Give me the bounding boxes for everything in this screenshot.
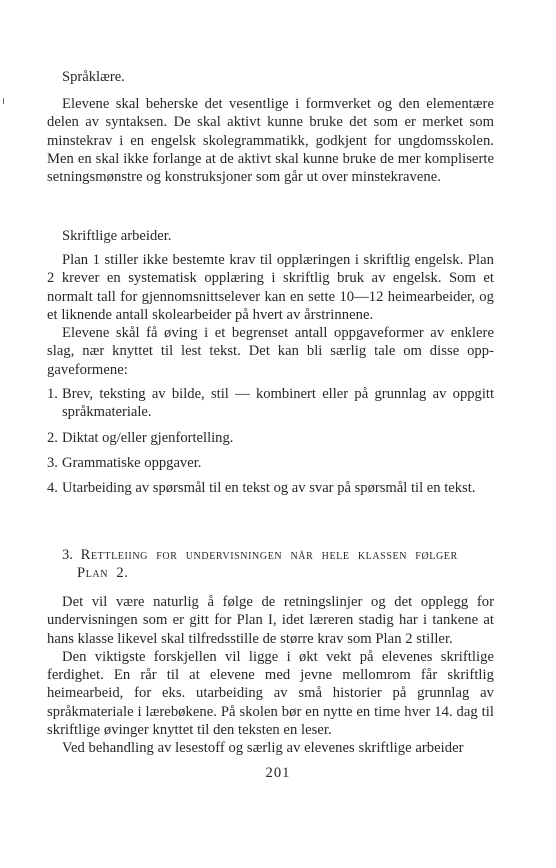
section-heading-spraklaere: Språklære. bbox=[62, 69, 125, 85]
list-number: 4. bbox=[47, 480, 58, 497]
list-text: Utarbeiding av spørsmål til en tekst og av svar på spørsmål til en tekst. bbox=[62, 480, 476, 497]
list-number: 2. bbox=[47, 429, 58, 446]
list-text: Grammatiske oppgaver. bbox=[62, 454, 202, 471]
paragraph: Elevene skal beherske det vesentlige i formverket og den elementære delen av syntaksen. De skal aktivt kunne bruke det som er merket som minstekrav i en engelsk skolegrammatikk, godkjent for ungdomsskolen. Men en skal ikke forlange at de aktivt skal kunne bruke de mer kompliserte setningsmønstre og konstruksjoner som går ut over minstekravene. bbox=[47, 96, 494, 186]
paragraph: Den viktigste forskjellen vil ligge i økt vekt på elevenes skriftlige ferdighet. En rår til at elevene med jevne mellomrom får skriftlig heimearbeid, for eks. utarbeiding av små historier på grunnlag av språkmateriale i lærebøkene. På skolen bør en nytte en time hver 14. dag til skriftlige øvinger knyttet til den teksten en leser. bbox=[47, 648, 494, 739]
list-text: Brev, teksting av bilde, stil — kombinert eller på grunnlag av oppgitt språkmateriale. bbox=[62, 386, 494, 421]
page-number: 201 bbox=[265, 765, 291, 781]
section-heading-line bbox=[62, 546, 492, 564]
list-item bbox=[47, 429, 494, 447]
assignment-list bbox=[47, 385, 494, 497]
list-number: 3. bbox=[47, 454, 58, 471]
list-text: Diktat og/eller gjenfortelling. bbox=[62, 429, 234, 446]
page-edge-mark bbox=[3, 98, 4, 104]
list-number: 1. bbox=[47, 386, 58, 402]
section-rettleiing-body bbox=[47, 593, 494, 758]
section-title: Rettleiing for undervisningen når hele klassen følger bbox=[80, 547, 458, 563]
section-heading-skriftlige-arbeider: Skriftlige arbeider. bbox=[62, 228, 172, 244]
section-spraklaere-body bbox=[47, 95, 494, 186]
section-number: 3. bbox=[62, 547, 73, 563]
paragraph: Elevene skål få øving i et begrenset antall oppgaveformer av enklere slag, nær knyttet til lest tekst. Det kan bli særlig tale om disse oppgaveformene: bbox=[47, 325, 494, 378]
section-heading-rettleiing bbox=[62, 546, 492, 583]
section-skriftlige-body bbox=[47, 251, 494, 379]
paragraph: Plan 1 stiller ikke bestemte krav til opplæringen i skriftlig engelsk. Plan 2 krever en systematisk opplæring i skriftlig bruk av engelsk. Som et normalt tall for gjennomsnittselever kan en sette 10—12 heimearbeider, og et liknende antall skolearbeider på hvert av årstrinnene. bbox=[47, 252, 494, 323]
list-item bbox=[47, 385, 494, 422]
section-title-continued: Plan 2. bbox=[77, 565, 129, 582]
list-item bbox=[47, 479, 494, 497]
list-item bbox=[47, 454, 494, 472]
paragraph: Ved behandling av lesestoff og særlig av elevenes skriftlige arbeider bbox=[62, 740, 464, 757]
paragraph: Det vil være naturlig å følge de retningslinjer og det opplegg for undervisningen som er gitt for Plan I, idet læreren stadig har i tankene at hans klasse likevel skal tilfredsstille de større krav som Plan 2 stiller. bbox=[47, 594, 494, 647]
